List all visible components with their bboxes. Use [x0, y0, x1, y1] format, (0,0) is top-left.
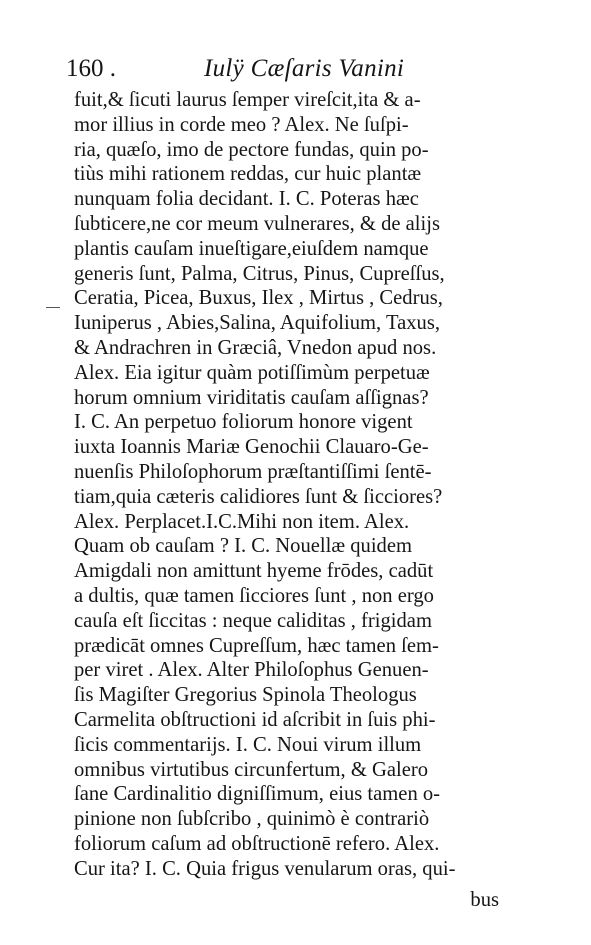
text-line: Alex. Eia igitur quàm potiſſimùm perpetuæ [74, 361, 430, 384]
text-line: horum omnium viriditatis cauſam aſſignas? [74, 386, 429, 409]
text-line: iuxta Ioannis Mariæ Genochii Clauaro-Ge- [74, 436, 429, 459]
text-line: Iuniperus , Abies,Salina, Aquifolium, Taxus, [74, 312, 440, 335]
text-line: ria, quæſo, imo de pectore fundas, quin po- [74, 138, 429, 161]
text-line: pinione non ſubſcribo , quinimò è contrariò [74, 808, 430, 831]
text-line: prædicāt omnes Cupreſſum, hæc tamen ſem- [74, 634, 439, 657]
text-line: foliorum caſum ad obſtructionē refero. Alex. [74, 832, 440, 855]
text-line: nunquam folia decidant. I. C. Poteras hæc [74, 188, 419, 211]
margin-mark [46, 307, 60, 308]
text-line: tiùs mihi rationem reddas, cur huic plantæ [74, 163, 422, 186]
text-line: ſubticere,ne cor meum vulnerares, & de alijs [74, 212, 440, 235]
text-line: nuenſis Philoſophorum præſtantiſſimi ſentē- [74, 460, 432, 483]
text-line: a dultis, quæ tamen ſicciores ſunt , non ergo [74, 584, 434, 607]
text-line: Quam ob cauſam ? I. C. Nouellæ quidem [74, 535, 413, 558]
text-line: ſicis commentarijs. I. C. Noui virum illum [74, 733, 422, 756]
text-line: Ceratia, Picea, Buxus, Ilex , Mirtus , Cedrus, [74, 287, 443, 310]
page-header [66, 52, 506, 86]
text-line: Amigdali non amittunt hyeme frōdes, cadūt [74, 560, 434, 583]
text-line: fuit,& ſicuti laurus ſemper vireſcit,ita & a- [74, 89, 421, 111]
text-line: per viret . Alex. Alter Philoſophus Genuen- [74, 659, 429, 682]
text-line: cauſa eſt ſiccitas : neque caliditas , frigidam [74, 609, 432, 632]
text-line: & Andrachren in Græciâ, Vnedon apud nos. [74, 336, 437, 359]
text-line: mor illius in corde meo ? Alex. Ne ſuſpi- [74, 113, 409, 136]
text-line: Alex. Perplacet.I.C.Mihi non item. Alex. [74, 510, 410, 533]
text-line: Cur ita? I. C. Quia frigus venularum oras, qui- [74, 857, 456, 880]
text-line: omnibus virtutibus circunfertum, & Galero [74, 758, 429, 781]
body-text [74, 88, 496, 882]
text-line: tiam,quia cæteris calidiores ſunt & ſicciores? [74, 485, 443, 508]
text-line: ſane Cardinalitio digniſſimum, eius tamen o- [74, 783, 441, 806]
catchword: bus [470, 889, 499, 911]
running-head: Iulÿ Cæſaris Vanini [204, 55, 405, 82]
page-number: 160 . [66, 55, 116, 82]
text-line: plantis cauſam inueſtigare,eiuſdem namque [74, 237, 429, 260]
text-line: ſis Magiſter Gregorius Spinola Theologus [74, 684, 417, 707]
text-line: generis ſunt, Palma, Citrus, Pinus, Cupreſſus, [74, 262, 445, 285]
text-line: I. C. An perpetuo foliorum honore vigent [74, 411, 413, 434]
text-line: Carmelita obſtructioni id aſcribit in ſuis phi- [74, 708, 436, 731]
